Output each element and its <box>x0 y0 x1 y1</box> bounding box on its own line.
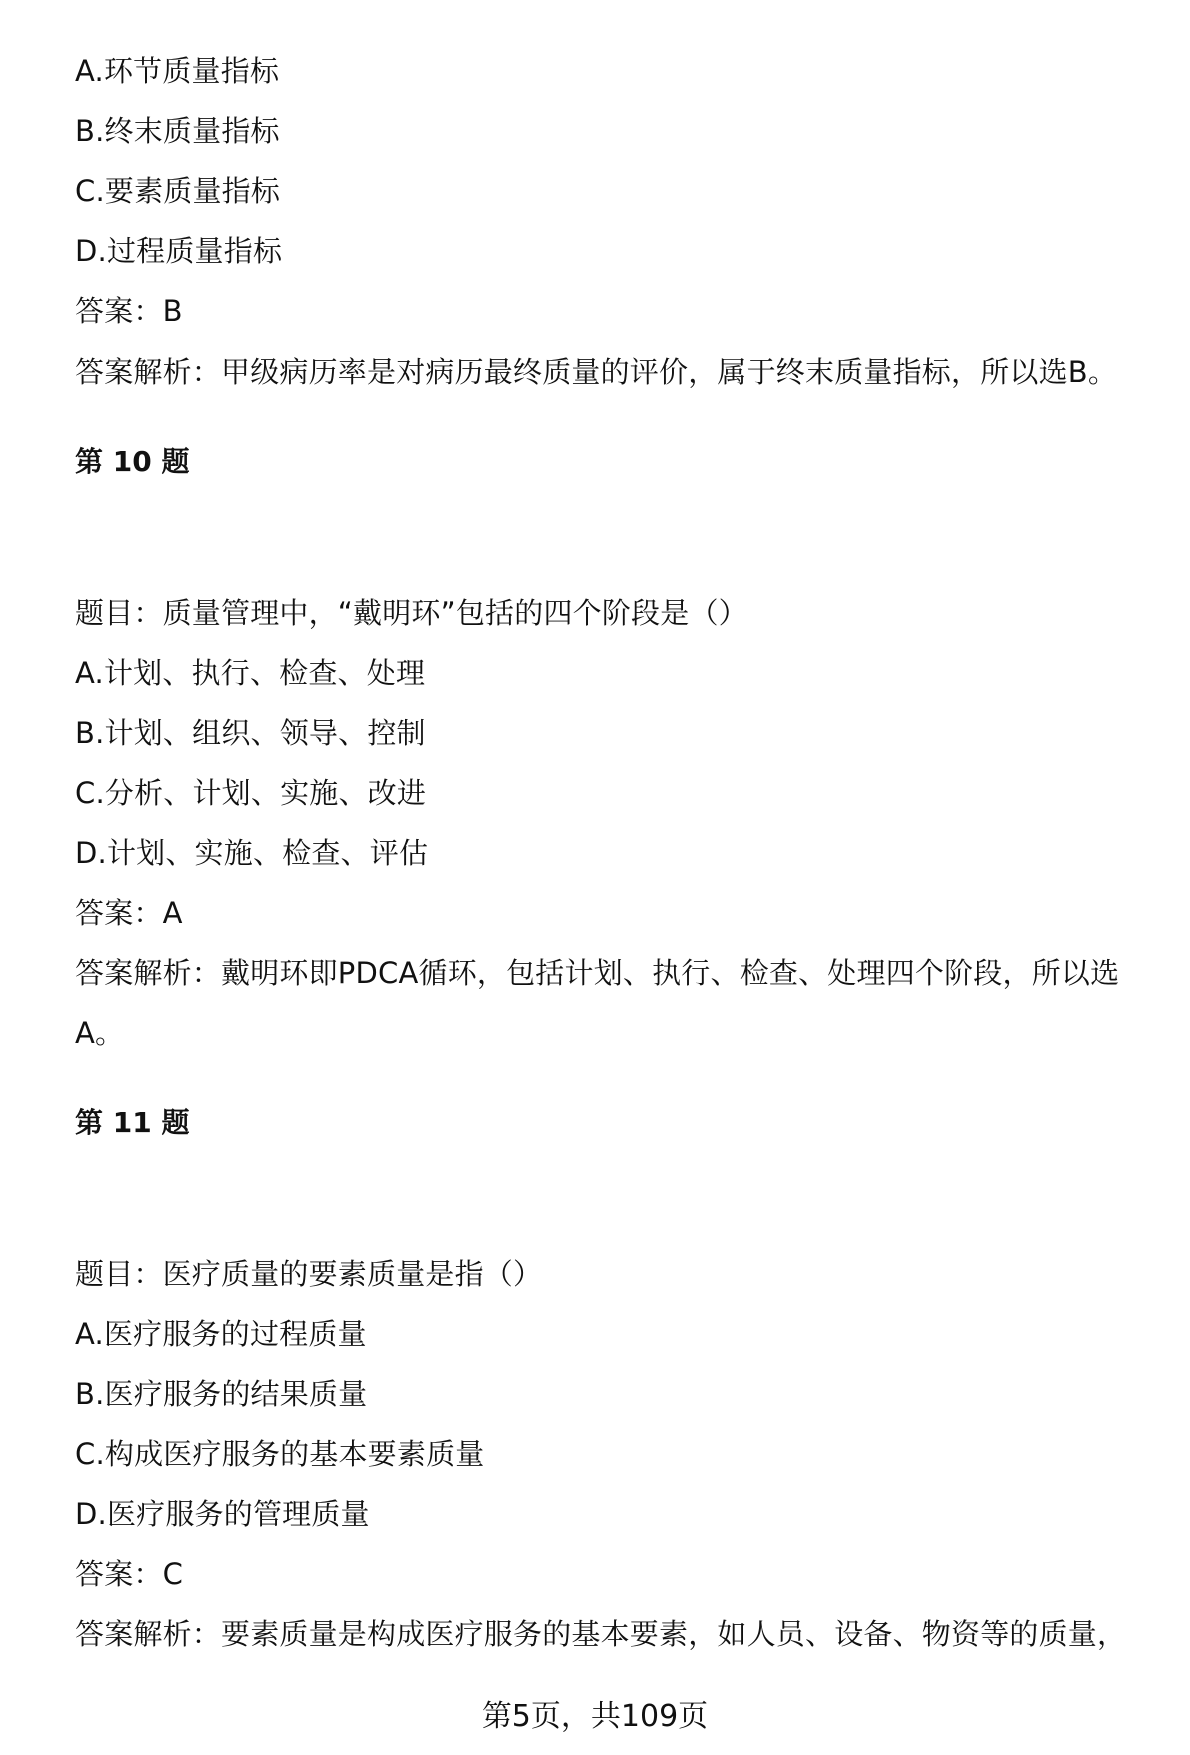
q11-option-d: D.医疗服务的管理质量 <box>75 1497 370 1531</box>
q11-heading: 第 11 题 <box>75 1106 190 1139</box>
q11-question: 题目：医疗质量的要素质量是指（） <box>75 1257 543 1291</box>
q9-analysis: 答案解析：甲级病历率是对病历最终质量的评价，属于终末质量指标，所以选B。 <box>75 355 1118 389</box>
q9-option-d: D.过程质量指标 <box>75 234 283 268</box>
q11-option-a: A.医疗服务的过程质量 <box>75 1317 367 1351</box>
q11-analysis: 答案解析：要素质量是构成医疗服务的基本要素，如人员、设备、物资等的质量， <box>75 1617 1127 1651</box>
q9-answer: 答案：B <box>75 294 183 328</box>
q11-option-b: B.医疗服务的结果质量 <box>75 1377 368 1411</box>
q9-option-a: A.环节质量指标 <box>75 54 280 88</box>
q10-analysis: 答案解析：戴明环即PDCA循环，包括计划、执行、检查、处理四个阶段，所以选A。 <box>75 956 1120 1050</box>
q10-option-d: D.计划、实施、检查、评估 <box>75 836 429 870</box>
page-number: 第5页，共109页 <box>481 1699 709 1734</box>
q10-question: 题目：质量管理中，“戴明环”包括的四个阶段是（） <box>75 596 748 630</box>
q10-option-b: B.计划、组织、领导、控制 <box>75 716 426 750</box>
q11-option-c: C.构成医疗服务的基本要素质量 <box>75 1437 485 1471</box>
q10-heading: 第 10 题 <box>75 445 190 478</box>
q10-option-a: A.计划、执行、检查、处理 <box>75 656 426 690</box>
q9-option-c: C.要素质量指标 <box>75 174 281 208</box>
q10-answer: 答案：A <box>75 896 183 930</box>
q11-answer: 答案：C <box>75 1557 184 1591</box>
q10-option-c: C.分析、计划、实施、改进 <box>75 776 427 810</box>
q9-option-b: B.终末质量指标 <box>75 114 280 148</box>
